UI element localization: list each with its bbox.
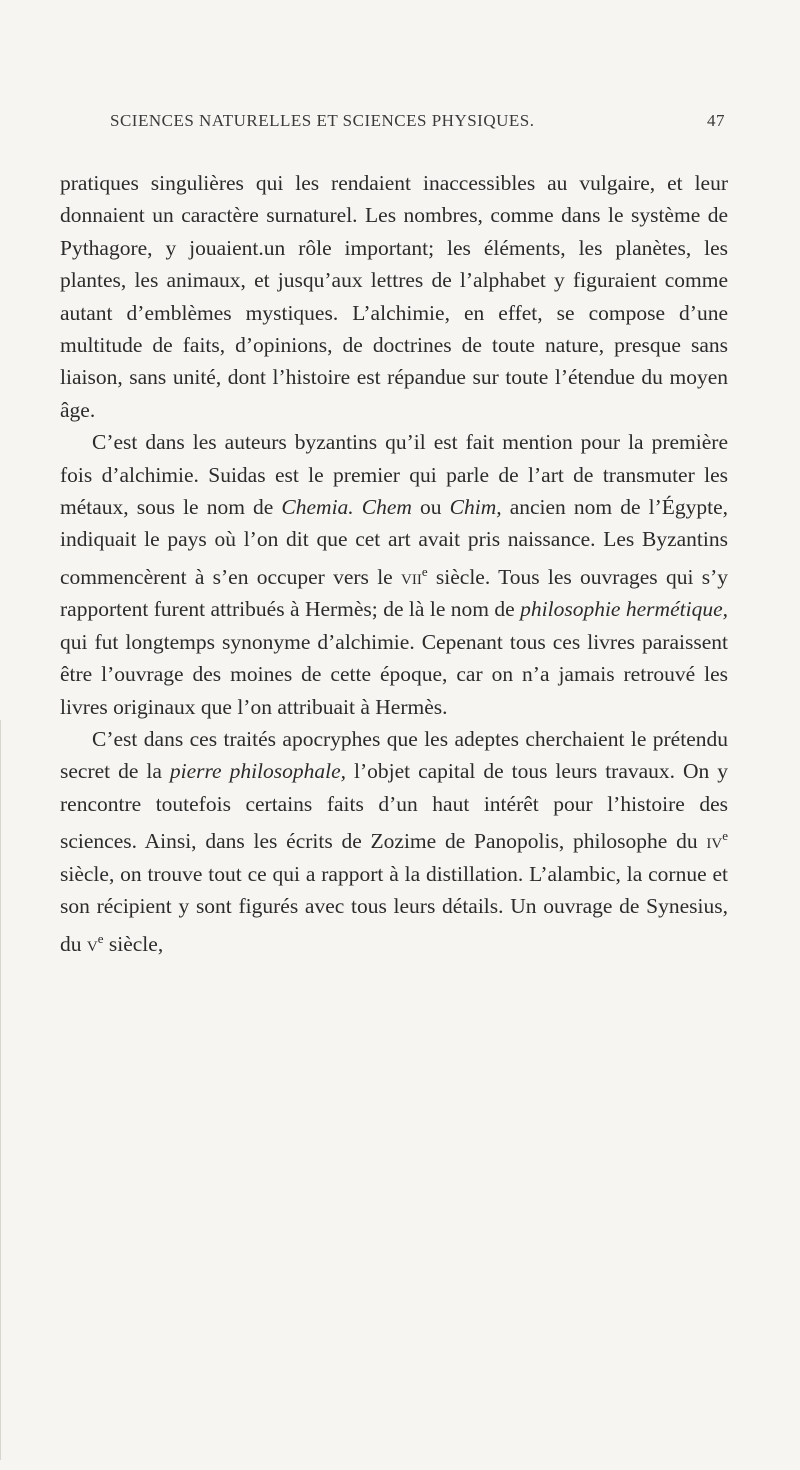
paragraph-2-text: C’est dans les auteurs byzantins qu’il est fait mention pour la première fois d’alchimie. Suidas est le premier qui parle de l’art de transmuter les métaux, sous le nom de [60,430,728,520]
paragraph-3-text: siècle, on trouve tout ce qui a rapport à la distillation. L’alambic, la cornue et son récipient y sont figurés avec tous leurs détails. Un ouvrage de Synesius, du [60,861,728,956]
page-edge-shadow [0,720,1,1460]
italic-term-chim: Chim, [449,495,502,520]
paragraph-1-text: pratiques singulières qui les rendaient inaccessibles au vulgaire, et leur donnaient un caractère surnaturel. Les nombres, comme dans le système de Pythagore, y jouaient.un rôle important; les éléments, les planètes, les plantes, les animaux, et jusqu’aux lettres de l’alphabet y figuraient comme autant d’emblèmes mystiques. L’alchimie, en effet, se compose d’une multitude de faits, d’opinions, de doctrines de toute nature, presque sans liaison, sans unité, dont l’histoire est répandue sur toute l’étendue du moyen âge. [60,171,728,422]
italic-term-philosophie-hermetique: philosophie hermétique, [520,597,728,622]
paragraph-1 [60,167,728,426]
roman-numeral-century: iv [706,829,723,854]
roman-numeral-century: vii [401,565,422,590]
body-text [60,167,728,960]
running-head [110,111,725,139]
ordinal-superscript: e [97,930,104,946]
paragraph-2 [60,426,728,723]
running-title: SCIENCES NATURELLES ET SCIENCES PHYSIQUES. [110,111,535,130]
paragraph-3-text: siècle, [103,931,164,956]
paragraph-2-text: qui fut longtemps synonyme d’alchimie. Cepenant tous ces livres paraissent être l’ouvrage des moines de cette époque, car on n’a jamais retrouvé les livres originaux que l’on attribuait à Hermès. [60,629,728,719]
roman-numeral-century: v [86,931,98,956]
paragraph-3-text: C’est dans ces traités apocryphes que les adeptes cherchaient le prétendu secret de la [60,727,728,784]
paragraph-3 [60,723,728,960]
ordinal-superscript: e [722,828,728,844]
paragraph-2-text: ou [411,495,450,520]
ordinal-superscript: e [421,563,428,579]
paragraph-3-text: l’objet capital de tous leurs travaux. On y rencontre toutefois certains faits d’un haut intérêt pour l’histoire des sciences. Ainsi, dans les écrits de Zozime de Panopolis, philosophe du [60,759,729,854]
paragraph-2-text: siècle. Tous les ouvrages qui s’y rapportent furent attribués à Hermès; de là le nom de [60,565,728,622]
paragraph-2-text: ancien nom de l’Égypte, indiquait le pays où l’on dit que cet art avait pris naissance. Les Byzantins commencèrent à s’en occuper vers le [60,495,728,590]
italic-term-pierre-philosophale: pierre philosophale, [169,759,347,784]
italic-term-chemia: Chemia. Chem [281,495,412,520]
page-number: 47 [707,111,725,130]
